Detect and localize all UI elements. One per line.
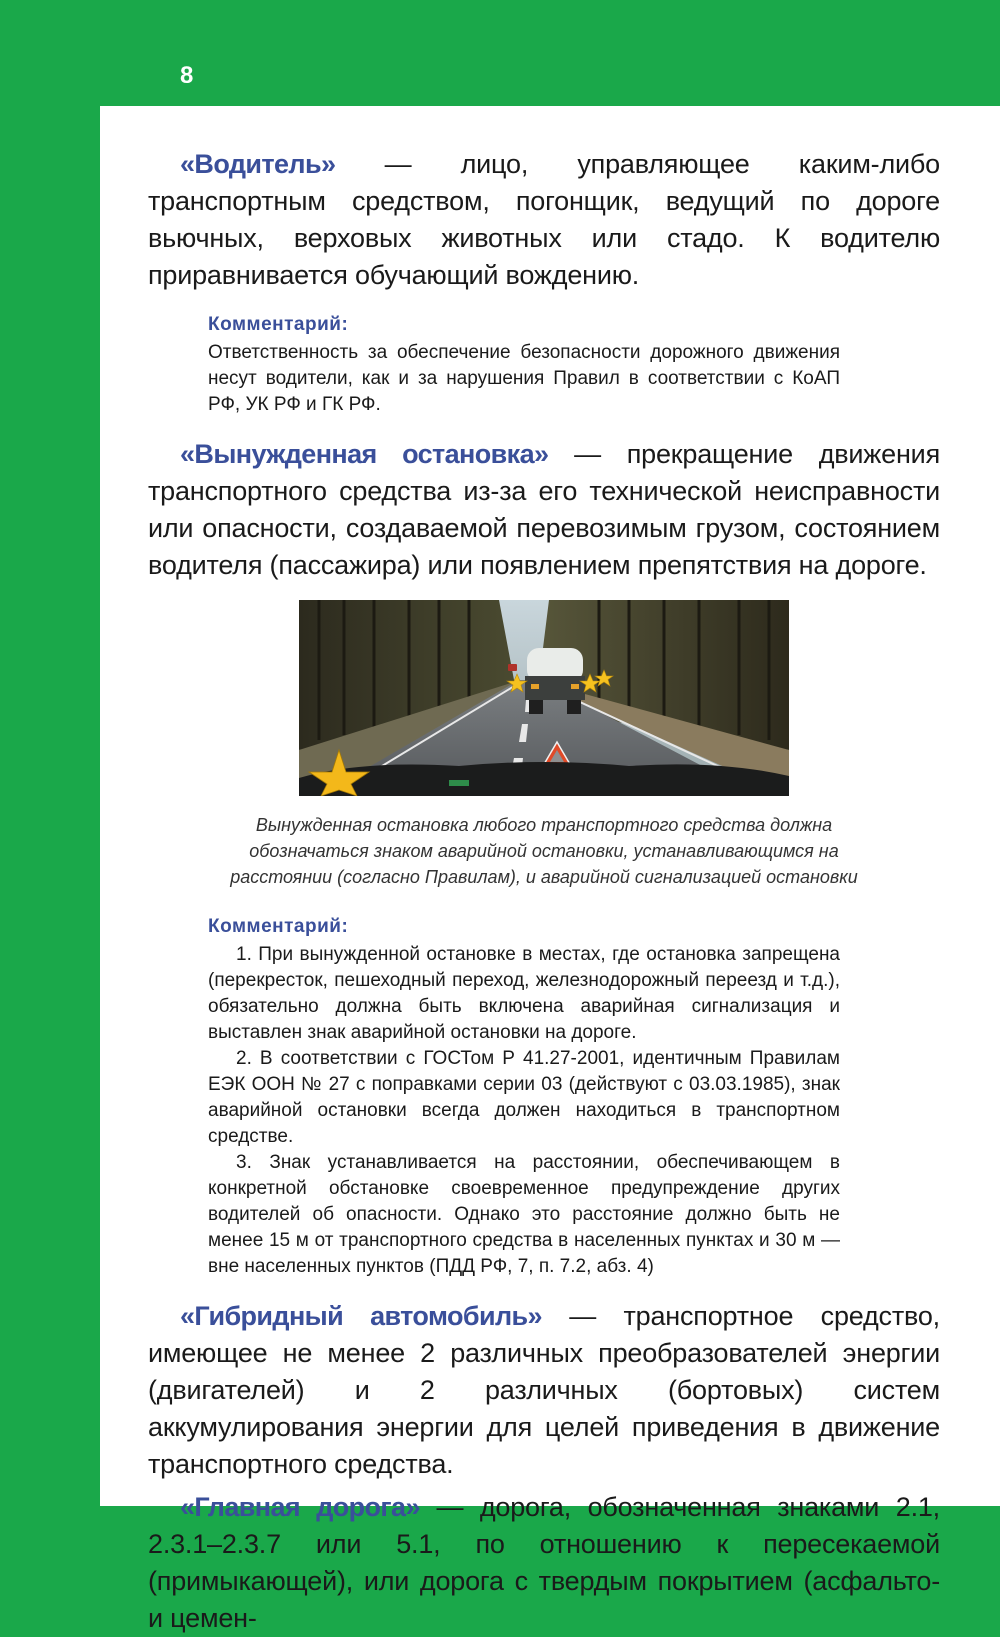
comment-paragraph: 3. Знак устанавливается на расстоянии, обеспечивающем в конкретной обстановке своевременное предупреждение других водителей об опасности. Однако это расстояние должно быть не менее 15 м от транспортного средства в населенных пунктах и 30 м — вне населенных пунктов (ПДД РФ, 7, п. 7.2, абз. 4) (208, 1152, 840, 1277)
comment-block-1 (208, 312, 840, 418)
definition-hybrid-car (148, 1298, 940, 1483)
dashboard (299, 762, 789, 796)
comment-paragraph: Ответственность за обеспечение безопасности дорожного движения несут водители, как и за нарушения Правил в соответствии с КоАП РФ, УК РФ и ГК РФ. (208, 342, 840, 415)
road-photo (299, 600, 789, 796)
page-content (148, 146, 940, 1637)
definition-text: — дорога, обозначенная знаками 2.1, 2.3.1–2.3.7 или 5.1, по отношению к пересекаемой (примыкающей), или дорога с твердым покрытием (асфальто- и цемен- (148, 1492, 940, 1633)
definition-text: — транспортное средство, имеющее не менее 2 различных преобразователей энергии (двигателей) и 2 различных (бортовых) систем аккумулирования энергии для целей приведения в движение транспортного средства. (148, 1301, 940, 1479)
term-keyword: «Водитель» (180, 149, 336, 179)
distant-car (508, 664, 517, 671)
page-body (100, 106, 1000, 1633)
comment-paragraph: 2. В соответствии с ГОСТом Р 41.27-2001, идентичным Правилам ЕЭК ООН № 27 с поправками серии 03 (действуют с 03.03.1985), знак аварийной остановки всегда должен находиться в транспортном средстве. (208, 1048, 840, 1147)
comment-block-2 (208, 914, 840, 1280)
page-number: 8 (180, 62, 194, 89)
figure-caption: Вынужденная остановка любого транспортного средства должна обозначаться знаком аварийной остановки, устанавливающимся на расстоянии (согласно Правилам), и аварийной сигнализацией остановки (230, 815, 858, 887)
definition-text: — лицо, управляющее каким-либо транспортным средством, погонщик, ведущий по дороге вьючных, верховых животных или стадо. К водителю приравнивается обучающий вождению. (148, 149, 940, 290)
term-keyword: «Гибридный автомобиль» (180, 1301, 542, 1331)
definition-forced-stop (148, 436, 940, 584)
comment-paragraph: 1. При вынужденной остановке в местах, где остановка запрещена (перекресток, пешеходный переход, железнодорожный переезд и т.д.), обязательно должна быть включена аварийная сигнализация и выставлен знак аварийной остановки на дороге. (208, 944, 840, 1043)
comment-title: Комментарий: (208, 314, 349, 335)
definition-main-road (148, 1489, 940, 1637)
term-keyword: «Главная дорога» (180, 1492, 420, 1522)
term-keyword: «Вынужденная остановка» (180, 439, 549, 469)
definition-text: — прекращение движения транспортного средства из-за его технической неисправности или опасности, создаваемой перевозимым грузом, состоянием водителя (пассажира) или появлением препятствия на дороге. (148, 439, 940, 580)
definition-driver (148, 146, 940, 294)
comment-title: Комментарий: (208, 916, 349, 937)
